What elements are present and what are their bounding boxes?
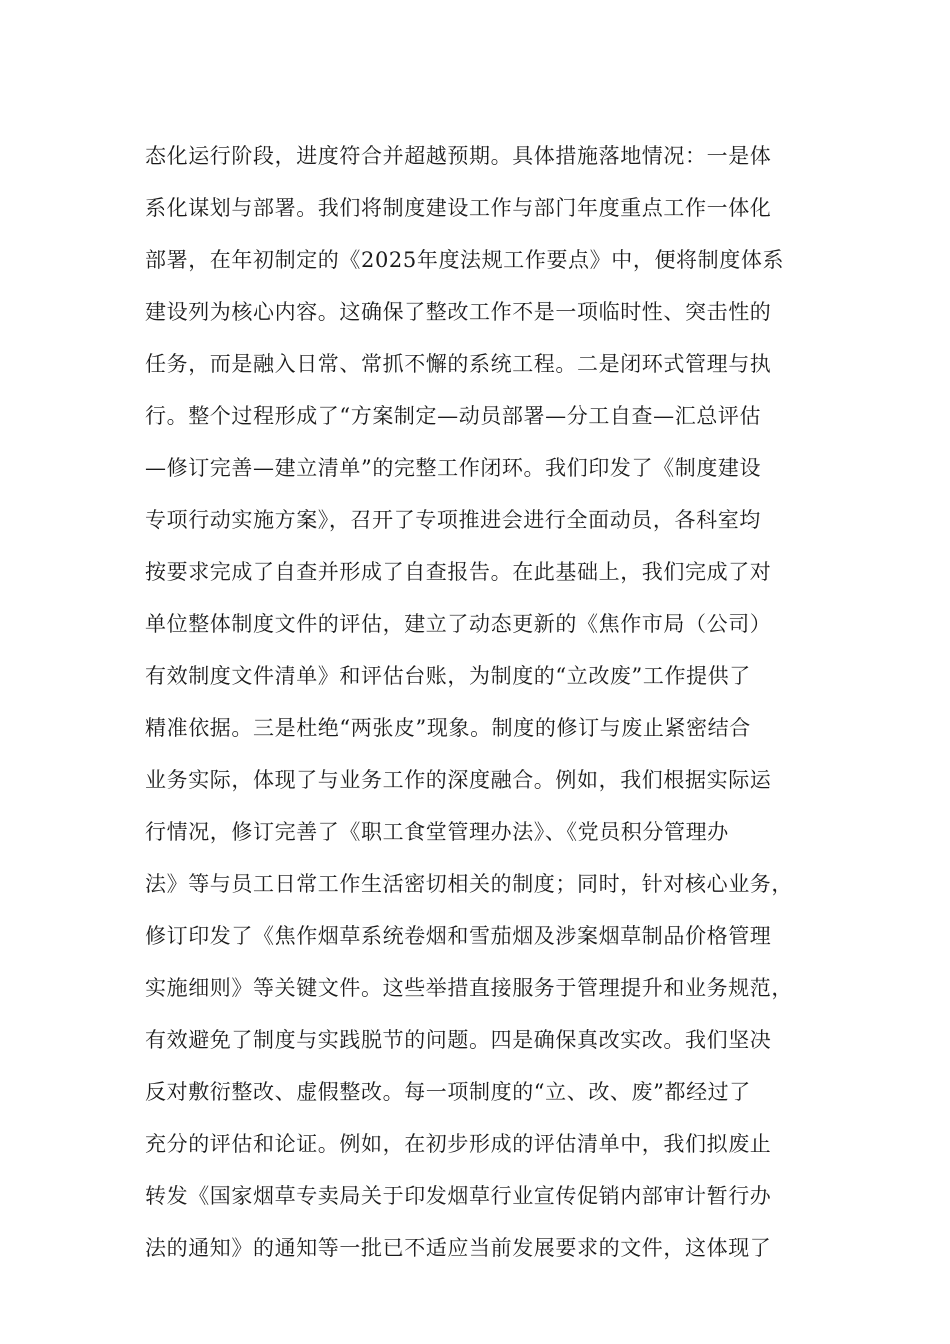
text-line: 任务，而是融入日常、常抓不懈的系统工程。二是闭环式管理与执 [145,352,772,376]
text-line: —修订完善—建立清单”的完整工作闭环。我们印发了《制度建设 [145,456,762,480]
text-line: 系化谋划与部署。我们将制度建设工作与部门年度重点工作一体化 [145,196,772,220]
text-line: 建设列为核心内容。这确保了整改工作不是一项临时性、突击性的 [145,300,772,324]
text-line: 按要求完成了自查并形成了自查报告。在此基础上，我们完成了对 [145,560,772,584]
text-line: 转发《国家烟草专卖局关于印发烟草行业宣传促销内部审计暂行办 [145,1184,772,1208]
text-line: 态化运行阶段，进度符合并超越预期。具体措施落地情况：一是体 [145,144,772,168]
body-paragraph [145,130,825,1274]
text-line: 反对敷衍整改、虚假整改。每一项制度的“立、改、废”都经过了 [145,1080,751,1104]
text-line: 法的通知》的通知等一批已不适应当前发展要求的文件，这体现了 [145,1236,772,1260]
text-line: 实施细则》等关键文件。这些举措直接服务于管理提升和业务规范， [145,976,793,1000]
text-line: 修订印发了《焦作烟草系统卷烟和雪茄烟及涉案烟草制品价格管理 [145,924,772,948]
text-line: 业务实际，体现了与业务工作的深度融合。例如，我们根据实际运 [145,768,772,792]
text-line: 单位整体制度文件的评估，建立了动态更新的《焦作市局（公司） [145,612,772,636]
text-line: 有效避免了制度与实践脱节的问题。四是确保真改实改。我们坚决 [145,1028,772,1052]
text-line: 行情况，修订完善了《职工食堂管理办法》、《党员积分管理办 [145,820,729,844]
text-line: 专项行动实施方案》，召开了专项推进会进行全面动员，各科室均 [145,508,761,532]
text-line: 行。整个过程形成了“方案制定—动员部署—分工自查—汇总评估 [145,404,762,428]
text-line: 充分的评估和论证。例如，在初步形成的评估清单中，我们拟废止 [145,1132,772,1156]
text-line: 部署，在年初制定的《2025年度法规工作要点》中，便将制度体系 [145,248,785,272]
text-line: 有效制度文件清单》和评估台账，为制度的“立改废”工作提供了 [145,664,751,688]
text-line: 法》等与员工日常工作生活密切相关的制度；同时，针对核心业务， [145,872,793,896]
text-line: 精准依据。三是杜绝“两张皮”现象。制度的修订与废止紧密结合 [145,716,751,740]
